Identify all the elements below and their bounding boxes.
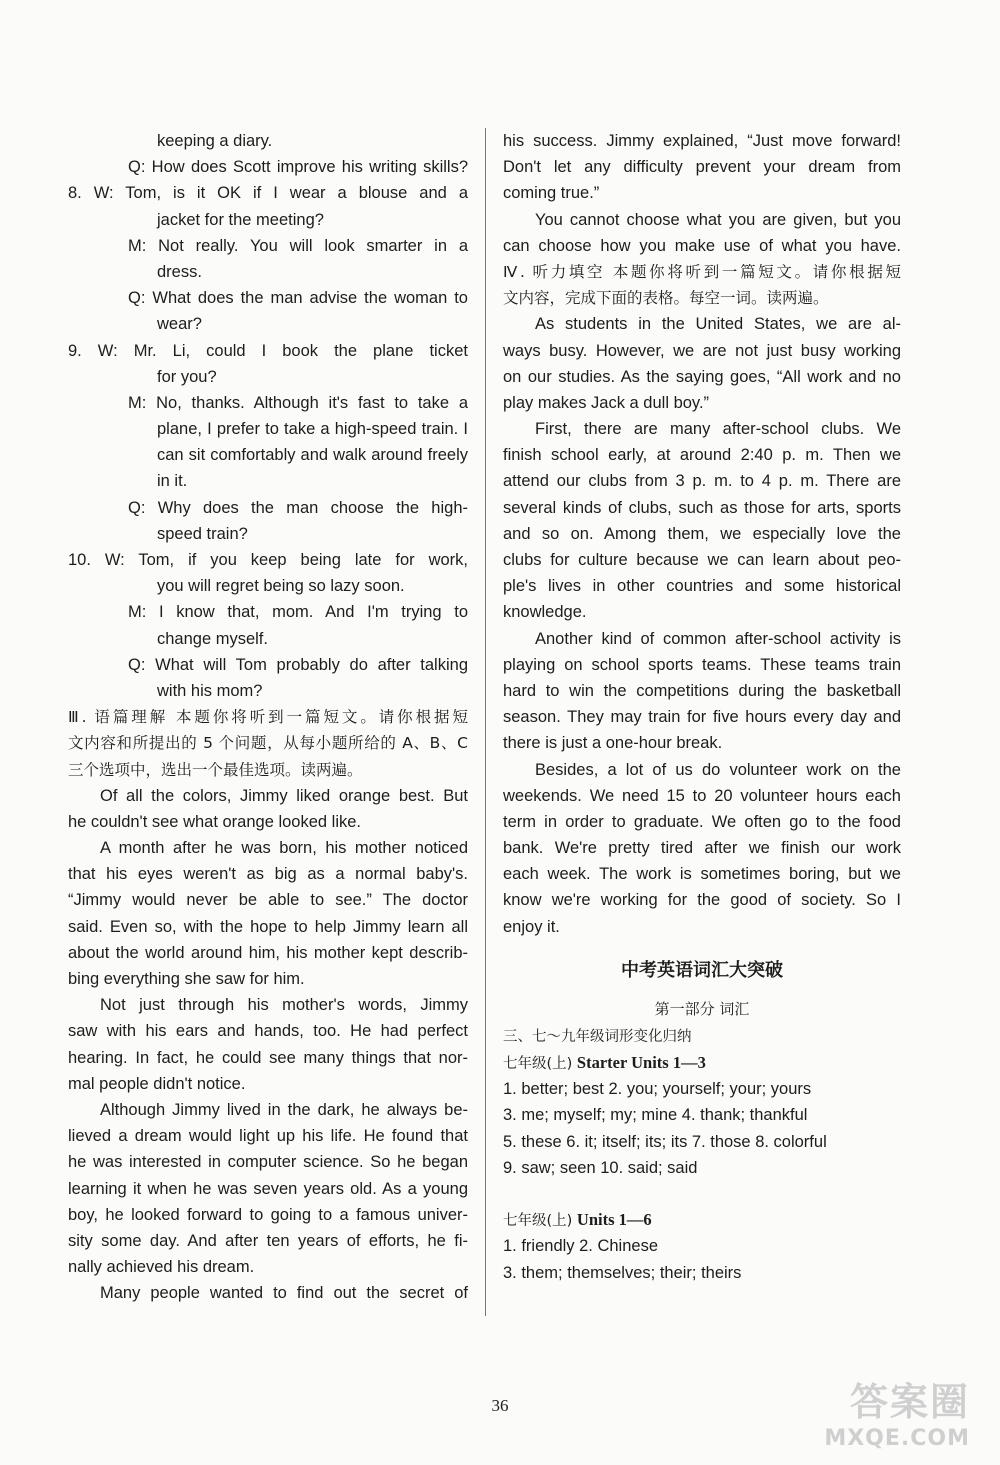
grade2-heading — [503, 1207, 901, 1233]
right-text-line: Ⅳ. 听力填空 本题你将听到一篇短文。请你根据短 — [503, 262, 901, 281]
left-text-line: Of all the colors, Jimmy liked orange best. But — [100, 786, 468, 805]
left-text-line: about the world around him, his mother kept describ- — [68, 943, 468, 962]
right-text-line: First, there are many after-school clubs. We — [535, 420, 901, 439]
vocab-heading: 三、七～九年级词形变化归纳 — [503, 1028, 692, 1045]
left-text-line: he couldn't see what orange looked like. — [68, 812, 362, 831]
left-text-line: Q: How does Scott improve his writing skills? — [128, 158, 468, 177]
left-text-line: wear? — [157, 315, 202, 334]
right-text-line: 文内容，完成下面的表格。每空一词。读两遍。 — [503, 289, 829, 308]
right-column-text — [503, 128, 901, 940]
left-text-line: he was interested in computer science. So he began — [68, 1153, 468, 1172]
right-text-line: bank. We're pretty tired after we finish our work — [503, 839, 901, 858]
left-text-line: bing everything she saw for him. — [68, 970, 305, 988]
left-text-line: Not just through his mother's words, Jimmy — [100, 996, 468, 1015]
right-text-line: attend our clubs from 3 p. m. to 4 p. m. There are — [503, 472, 901, 491]
left-text-line: in it. — [157, 472, 188, 491]
left-text-line: 9. W: Mr. Li, could I book the plane ticket — [68, 341, 468, 360]
left-text-line: lieved a dream would light up his life. He found that — [68, 1127, 468, 1146]
grade2-answer-line: 1. friendly 2. Chinese — [503, 1237, 659, 1256]
right-text-line: finish school early, at around 2:40 p. m. Then we — [503, 446, 901, 465]
left-text-line: Although Jimmy lived in the dark, he always be- — [100, 1100, 468, 1119]
right-text-line: playing on school sports teams. These teams train — [503, 655, 901, 674]
left-text-line: M: I know that, mom. And I'm trying to — [128, 603, 468, 622]
left-column — [68, 128, 468, 1306]
left-text-line: A month after he was born, his mother noticed — [100, 839, 468, 858]
right-text-line: Besides, a lot of us do volunteer work on the — [535, 760, 901, 779]
left-text-line: Q: Why does the man choose the high- — [128, 498, 468, 517]
left-text-line: Q: What will Tom probably do after talking — [128, 655, 468, 674]
left-text-line: hearing. In fact, he could see many things that nor- — [68, 1048, 468, 1067]
right-text-line: ple's lives in other countries and some historical — [503, 577, 901, 596]
right-text-line: several kinds of clubs, such as those for arts, sports — [503, 498, 901, 517]
watermark-logo-text: 答案圈 — [849, 1380, 970, 1424]
left-text-line: sity some day. And after ten years of efforts, he fi- — [68, 1231, 468, 1250]
right-text-line: enjoy it. — [503, 917, 560, 936]
right-text-line: As students in the United States, we are al- — [535, 315, 901, 334]
right-text-line: knowledge. — [503, 603, 587, 622]
right-text-line: his success. Jimmy explained, “Just move forward! — [503, 132, 901, 150]
right-text-line: clubs for culture because we can learn about peo- — [503, 551, 901, 569]
right-text-line: ways busy. However, we are not just busy working — [503, 341, 901, 360]
column-divider — [485, 128, 486, 1316]
left-text-line: jacket for the meeting? — [157, 210, 324, 229]
left-text-line: that his eyes weren't as big as a normal baby's. — [68, 865, 468, 884]
right-text-line: hard to win the competitions during the basketball — [503, 681, 901, 700]
left-text-line: can sit comfortably and walk around freely — [157, 446, 468, 465]
watermark — [824, 1371, 970, 1451]
right-text-line: Another kind of common after-school activity is — [535, 629, 901, 648]
page-number: 36 — [491, 1396, 509, 1415]
grade2-label: 七年级(上) — [503, 1213, 573, 1230]
left-text-line: mal people didn't notice. — [68, 1074, 246, 1093]
left-text-line: Q: What does the man advise the woman to — [128, 289, 468, 308]
right-text-line: term in order to graduate. We often go to the food — [503, 812, 901, 831]
left-text-line: Ⅲ. 语篇理解 本题你将听到一篇短文。请你根据短 — [68, 708, 468, 727]
right-text-line: and so on. Among them, we especially love the — [503, 524, 901, 543]
left-text-line: you will regret being so lazy soon. — [157, 577, 405, 596]
left-text-line: boy, he looked forward to going to a famous univer- — [68, 1205, 468, 1224]
grade1-label: 七年级(上) — [503, 1056, 573, 1072]
left-text-line: M: Not really. You will look smarter in a — [128, 236, 468, 255]
vocab-subtitle: 第一部分 词汇 — [654, 999, 750, 1018]
left-text-line: change myself. — [157, 629, 268, 648]
left-text-line: 10. W: Tom, if you keep being late for work, — [68, 551, 468, 569]
grade1-answers — [503, 1076, 901, 1181]
grade1-answer-line: 9. saw; seen 10. said; said — [503, 1158, 698, 1177]
right-text-line: there is just a one-hour break. — [503, 734, 723, 753]
right-text-line: play makes Jack a dull boy.” — [503, 393, 710, 412]
grade1-answer-line: 5. these 6. it; itself; its; its 7. those 8. colorful — [503, 1132, 827, 1151]
right-text-line: know we're working for the good of society. So I — [503, 891, 901, 910]
grade1-heading — [503, 1050, 901, 1076]
left-text-line: plane, I prefer to take a high-speed train. I — [157, 420, 468, 439]
right-text-line: coming true.” — [503, 184, 600, 203]
left-text-line: learning it when he was seven years old. As a young — [68, 1179, 468, 1198]
grade1-answer-line: 1. better; best 2. you; yourself; your; yours — [503, 1080, 812, 1099]
right-text-line: each week. The work is sometimes boring, but we — [503, 865, 901, 884]
left-text-line: said. Even so, with the hope to help Jimmy learn all — [68, 917, 468, 936]
left-text-line: Many people wanted to find out the secret of — [100, 1284, 468, 1303]
vocab-section — [503, 954, 901, 1286]
left-text-line: 三个选项中，选出一个最佳选项。读两遍。 — [68, 760, 363, 779]
right-text-line: You cannot choose what you are given, but you — [535, 210, 901, 229]
right-text-line: weekends. We need 15 to 20 volunteer hours each — [503, 786, 901, 805]
right-text-line: on our studies. As the saying goes, “All work and no — [503, 367, 901, 386]
grade1-units: Starter Units 1—3 — [576, 1053, 706, 1072]
left-text-line: saw with his ears and hands, too. He had perfect — [68, 1022, 468, 1041]
left-text-line: 8. W: Tom, is it OK if I wear a blouse and a — [68, 184, 468, 203]
left-text-line: “Jimmy would never be able to see.” The doctor — [68, 891, 468, 910]
left-text-line: keeping a diary. — [157, 132, 273, 150]
right-text-line: season. They may train for five hours every day and — [503, 708, 901, 727]
left-text-line: speed train? — [157, 524, 248, 543]
watermark-url: MXQE.COM — [824, 1426, 970, 1451]
left-text-line: 文内容和所提出的 5 个问题，从每小题所给的 A、B、C — [68, 734, 468, 753]
grade2-units: Units 1—6 — [576, 1210, 652, 1230]
left-text-line: M: No, thanks. Although it's fast to take a — [128, 393, 468, 412]
grade1-answer-line: 3. me; myself; my; mine 4. thank; thankful — [503, 1106, 808, 1125]
left-text-line: nally achieved his dream. — [68, 1258, 255, 1277]
grade2-answer-line: 3. them; themselves; their; theirs — [503, 1263, 742, 1282]
left-text-line: for you? — [157, 367, 217, 386]
right-text-line: Don't let any difficulty prevent your dream from — [503, 158, 901, 177]
right-column — [503, 128, 901, 1286]
right-text-line: can choose how you make use of what you have. — [503, 236, 901, 255]
left-text-line: dress. — [157, 262, 202, 281]
vocab-title: 中考英语词汇大突破 — [621, 959, 783, 981]
left-text-line: with his mom? — [157, 681, 263, 700]
grade2-answers — [503, 1233, 901, 1285]
